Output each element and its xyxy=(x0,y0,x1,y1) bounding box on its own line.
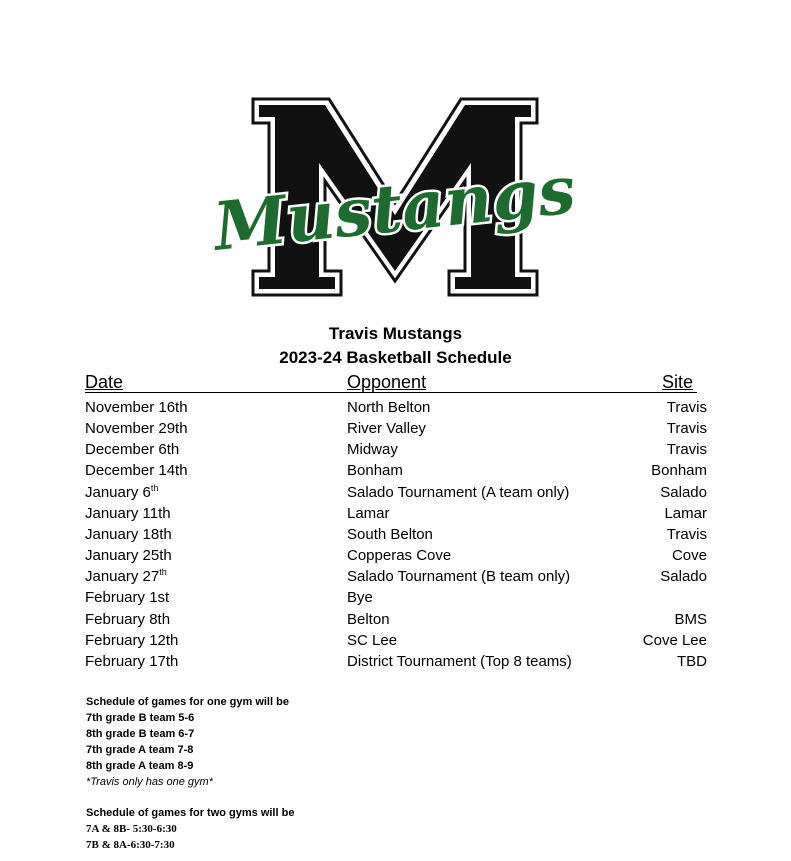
game-opponent: District Tournament (Top 8 teams) xyxy=(347,653,572,670)
game-site: Lamar xyxy=(664,505,707,522)
game-site: Cove Lee xyxy=(642,632,707,649)
logo-script-text: Mustangs xyxy=(210,150,579,266)
game-opponent: Bye xyxy=(347,589,373,606)
game-date-text: February 17th xyxy=(85,653,179,670)
game-date xyxy=(85,653,178,670)
game-opponent: South Belton xyxy=(347,526,433,543)
table-row xyxy=(0,589,791,610)
game-date-text: February 8th xyxy=(85,611,171,628)
game-date xyxy=(85,462,188,479)
game-site: BMS xyxy=(674,611,707,628)
column-header-opponent: Opponent xyxy=(347,372,427,392)
game-date-suffix: th xyxy=(150,483,159,493)
game-date-text: January 11th xyxy=(85,505,171,522)
game-date-text: November 29th xyxy=(85,420,188,437)
table-row xyxy=(0,399,791,420)
game-site: Travis xyxy=(666,526,707,543)
column-header-date: Date xyxy=(85,372,124,392)
game-date xyxy=(85,484,158,501)
game-date xyxy=(85,399,188,416)
game-opponent: Lamar xyxy=(347,505,390,522)
table-row xyxy=(0,462,791,483)
game-date-text: November 16th xyxy=(85,399,188,416)
game-site: Travis xyxy=(666,399,707,416)
game-site: Travis xyxy=(666,441,707,458)
game-date-text: February 12th xyxy=(85,632,179,649)
table-row xyxy=(0,526,791,547)
column-header-site: Site xyxy=(662,372,694,392)
game-date-text: December 6th xyxy=(85,441,180,458)
game-date-text: February 1st xyxy=(85,589,170,606)
game-site: Travis xyxy=(666,420,707,437)
game-date xyxy=(85,611,170,628)
header-rule xyxy=(85,392,697,393)
game-opponent: River Valley xyxy=(347,420,426,437)
one-gym-line: 8th grade B team 6-7 xyxy=(86,728,195,740)
one-gym-section xyxy=(86,694,289,790)
mustangs-logo xyxy=(210,93,579,301)
team-title: Travis Mustangs xyxy=(328,324,463,343)
game-date xyxy=(85,526,172,543)
one-gym-line: 7th grade B team 5-6 xyxy=(86,712,195,724)
table-row xyxy=(0,547,791,568)
game-date-suffix: th xyxy=(159,567,167,577)
game-date xyxy=(85,505,171,522)
game-opponent: Copperas Cove xyxy=(347,547,452,564)
table-row xyxy=(0,611,791,632)
table-row xyxy=(0,505,791,526)
game-opponent: Belton xyxy=(347,611,390,628)
game-opponent: Salado Tournament (B team only) xyxy=(347,568,571,585)
two-gyms-section xyxy=(86,805,294,853)
game-site: Salado xyxy=(660,484,707,501)
game-date xyxy=(85,589,169,606)
game-site: Cove xyxy=(671,547,707,564)
game-opponent: Salado Tournament (A team only) xyxy=(347,484,570,501)
game-site: Bonham xyxy=(651,462,707,479)
two-gyms-line: 7A & 8B- 5:30-6:30 xyxy=(86,823,177,835)
game-date xyxy=(85,547,172,564)
game-opponent: Midway xyxy=(347,441,398,458)
game-date-text: December 14th xyxy=(85,462,188,479)
table-row xyxy=(0,441,791,462)
game-date xyxy=(85,441,179,458)
table-row xyxy=(0,420,791,441)
game-date xyxy=(85,420,188,437)
table-row xyxy=(0,653,791,674)
table-row xyxy=(0,484,791,505)
two-gyms-line: 7B & 8A-6:30-7:30 xyxy=(86,839,175,851)
game-site: TBD xyxy=(677,653,707,670)
two-gyms-heading: Schedule of games for two gyms will be xyxy=(86,807,295,819)
one-gym-heading: Schedule of games for one gym will be xyxy=(86,696,289,708)
one-gym-line: 7th grade A team 7-8 xyxy=(86,744,194,756)
game-date xyxy=(85,568,167,585)
game-opponent: North Belton xyxy=(347,399,431,416)
game-site: Salado xyxy=(660,568,707,585)
table-row xyxy=(0,632,791,653)
game-date-text: January 18th xyxy=(85,526,172,543)
game-date xyxy=(85,632,178,649)
one-gym-line: 8th grade A team 8-9 xyxy=(86,760,194,772)
schedule-title: 2023-24 Basketball Schedule xyxy=(279,348,512,367)
game-opponent: Bonham xyxy=(347,462,403,479)
game-date-text: January 6 xyxy=(85,484,151,501)
one-gym-note: *Travis only has one gym* xyxy=(86,776,213,788)
table-row xyxy=(0,568,791,589)
game-date-text: January 25th xyxy=(85,547,172,564)
game-opponent: SC Lee xyxy=(347,632,398,649)
game-date-text: January 27 xyxy=(85,568,160,585)
